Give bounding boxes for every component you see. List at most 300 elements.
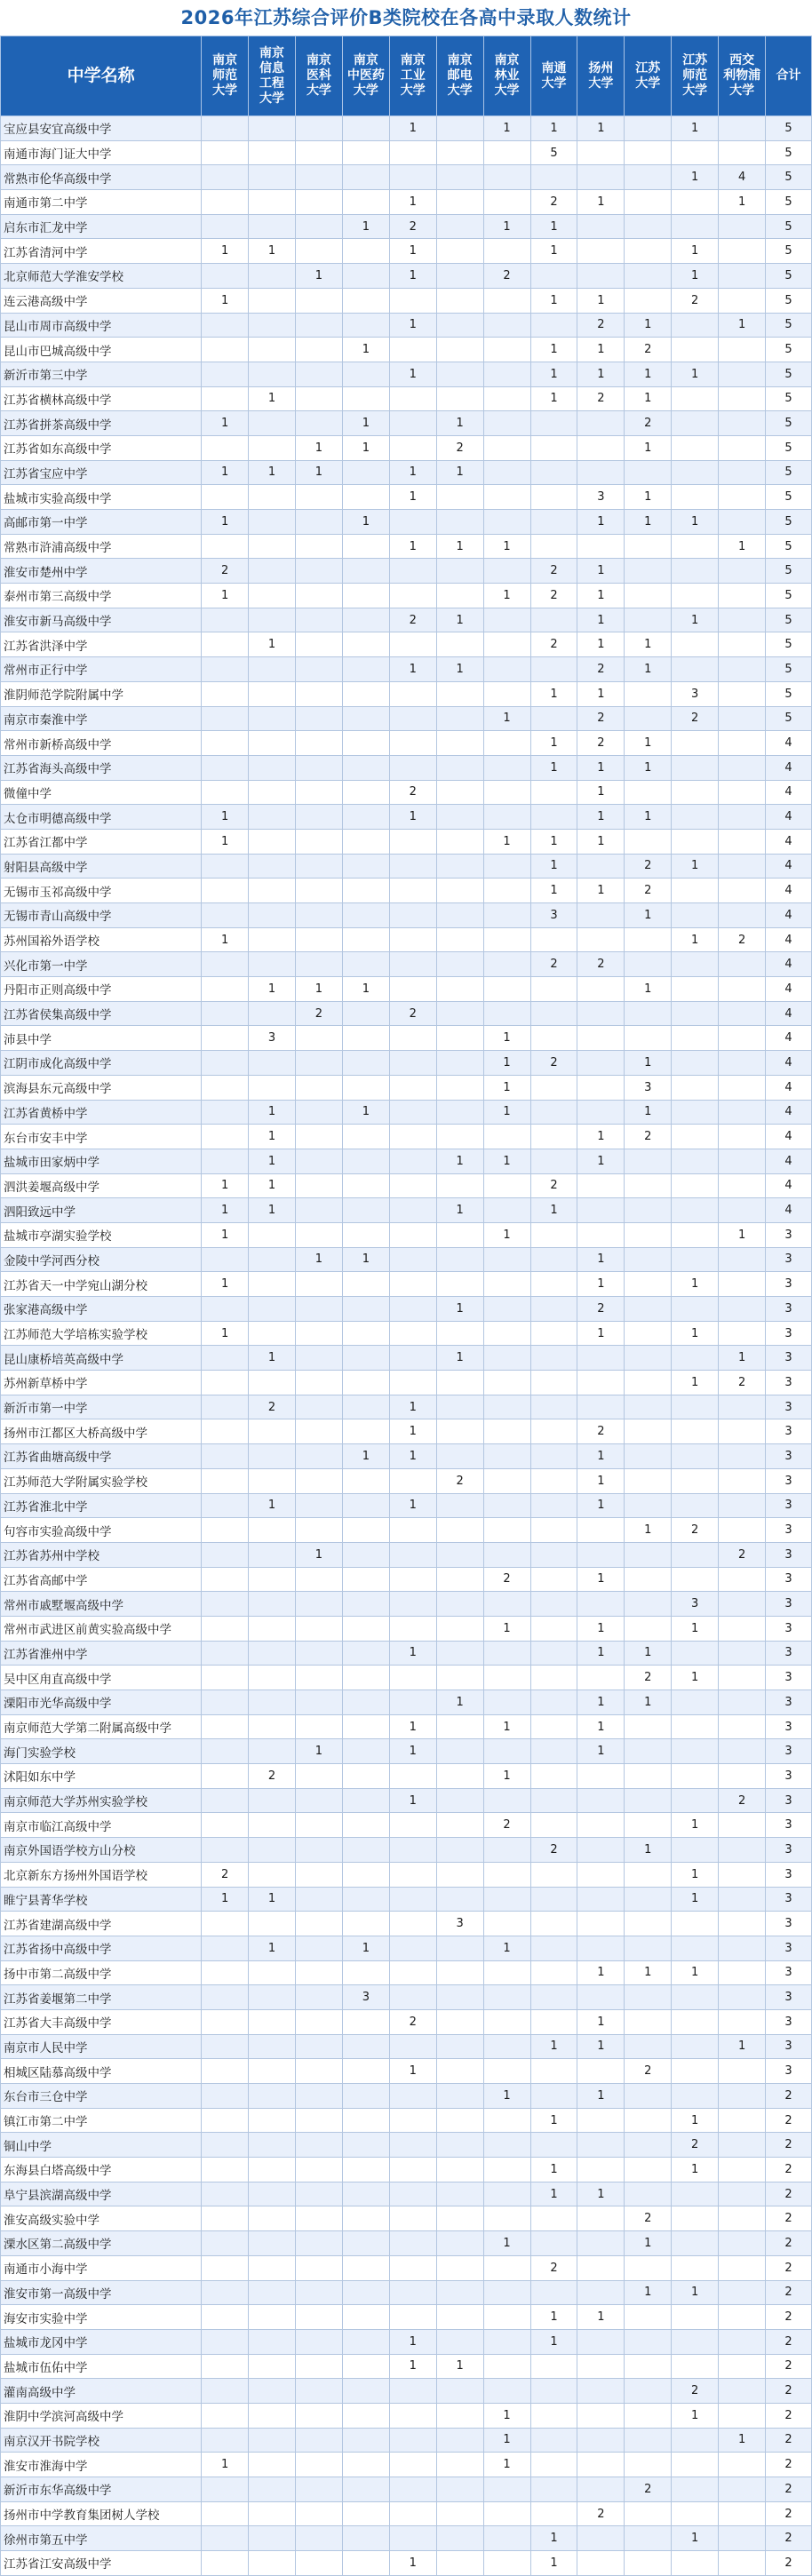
count-cell: 1: [202, 584, 249, 608]
count-cell: [202, 2280, 249, 2305]
count-cell: 1: [342, 1936, 389, 1960]
count-cell: [436, 1813, 483, 1838]
count-cell: 2: [530, 1173, 577, 1198]
count-cell: [625, 1542, 672, 1567]
count-cell: [436, 1764, 483, 1789]
count-cell: [389, 854, 436, 879]
count-cell: [389, 2305, 436, 2330]
count-cell: [295, 2231, 342, 2256]
count-cell: 1: [483, 1051, 530, 1076]
header-line: 师范: [212, 68, 238, 83]
count-cell: 1: [625, 362, 672, 386]
count-cell: 1: [342, 411, 389, 436]
header-university-0: [202, 36, 249, 116]
count-cell: [342, 1838, 389, 1863]
count-cell: [202, 903, 249, 928]
count-cell: [342, 657, 389, 682]
count-cell: [202, 2182, 249, 2206]
count-cell: [342, 1666, 389, 1690]
count-cell: [719, 2501, 766, 2526]
count-cell: 1: [202, 411, 249, 436]
count-cell: 1: [577, 1493, 625, 1518]
count-cell: 2: [625, 879, 672, 903]
count-cell: 1: [625, 386, 672, 411]
count-cell: [342, 2108, 389, 2133]
count-cell: 1: [483, 706, 530, 731]
count-cell: [719, 264, 766, 289]
table-row: [1, 1026, 812, 1051]
count-cell: [483, 2305, 530, 2330]
table-row: [1, 362, 812, 386]
count-cell: [625, 1887, 672, 1912]
table-row: [1, 2453, 812, 2477]
count-cell: 1: [342, 977, 389, 1002]
count-cell: 1: [577, 559, 625, 584]
table-row: [1, 854, 812, 879]
count-cell: [342, 1690, 389, 1715]
count-cell: [249, 1518, 296, 1543]
header-line: 利物浦: [723, 68, 761, 83]
school-name-cell: 淮安高级实验中学: [1, 2206, 202, 2231]
count-cell: [672, 755, 719, 780]
table-row: [1, 2354, 812, 2379]
table-row: [1, 559, 812, 584]
total-cell: 2: [766, 2379, 812, 2404]
count-cell: 1: [672, 1887, 719, 1912]
count-cell: [342, 1887, 389, 1912]
header-line: 林业: [494, 68, 520, 83]
count-cell: [436, 2206, 483, 2231]
count-cell: [389, 1813, 436, 1838]
count-cell: [483, 681, 530, 706]
count-cell: 1: [719, 2428, 766, 2453]
count-cell: [672, 1567, 719, 1592]
count-cell: [436, 1125, 483, 1149]
count-cell: [389, 2403, 436, 2428]
school-name-cell: 扬州市江都区大桥高级中学: [1, 1419, 202, 1444]
table-row: [1, 657, 812, 682]
table-row: [1, 2009, 812, 2034]
school-name-cell: 连云港高级中学: [1, 288, 202, 313]
total-cell: 5: [766, 214, 812, 239]
count-cell: [342, 879, 389, 903]
count-cell: [483, 1887, 530, 1912]
count-cell: [625, 1862, 672, 1887]
table-row: [1, 2280, 812, 2305]
count-cell: [577, 2231, 625, 2256]
count-cell: [295, 2059, 342, 2084]
count-cell: [436, 214, 483, 239]
school-name-cell: 常州市新桥高级中学: [1, 731, 202, 756]
count-cell: 1: [530, 829, 577, 854]
count-cell: [719, 1444, 766, 1469]
total-cell: 5: [766, 411, 812, 436]
count-cell: 1: [202, 288, 249, 313]
count-cell: [295, 2453, 342, 2477]
count-cell: [249, 485, 296, 510]
count-cell: 1: [389, 2551, 436, 2576]
count-cell: [530, 2453, 577, 2477]
total-cell: 3: [766, 1247, 812, 1272]
table-row: [1, 1173, 812, 1198]
school-name-cell: 常熟市伦华高级中学: [1, 165, 202, 190]
school-name-cell: 南京市人民中学: [1, 2034, 202, 2059]
count-cell: [342, 1346, 389, 1371]
count-cell: [530, 2231, 577, 2256]
count-cell: [342, 1813, 389, 1838]
school-name-cell: 南京外国语学校方山分校: [1, 1838, 202, 1863]
count-cell: 1: [389, 1788, 436, 1813]
count-cell: 2: [202, 1862, 249, 1887]
count-cell: [719, 1838, 766, 1863]
count-cell: [202, 1764, 249, 1789]
count-cell: [249, 2354, 296, 2379]
count-cell: [530, 1371, 577, 1395]
count-cell: 2: [202, 559, 249, 584]
count-cell: 1: [577, 2305, 625, 2330]
school-name-cell: 江苏省横林高级中学: [1, 386, 202, 411]
count-cell: [249, 1371, 296, 1395]
count-cell: [483, 1297, 530, 1322]
count-cell: [625, 264, 672, 289]
count-cell: 1: [625, 510, 672, 535]
count-cell: [483, 1001, 530, 1026]
count-cell: 1: [577, 190, 625, 215]
count-cell: [672, 1075, 719, 1100]
header-line: 信息: [259, 60, 285, 76]
school-name-cell: 张家港高级中学: [1, 1297, 202, 1322]
count-cell: 1: [389, 1641, 436, 1666]
school-name-cell: 沭阳如东中学: [1, 1764, 202, 1789]
count-cell: [719, 1321, 766, 1346]
total-cell: 2: [766, 2403, 812, 2428]
count-cell: [436, 1419, 483, 1444]
count-cell: 1: [672, 1862, 719, 1887]
count-cell: [342, 2009, 389, 2034]
count-cell: [530, 2477, 577, 2502]
count-cell: [202, 2526, 249, 2551]
count-cell: [719, 2280, 766, 2305]
school-name-cell: 丹阳市正则高级中学: [1, 977, 202, 1002]
count-cell: 2: [625, 2206, 672, 2231]
count-cell: [625, 829, 672, 854]
header-line: 中医药: [346, 68, 385, 83]
count-cell: [719, 1714, 766, 1739]
count-cell: [202, 2133, 249, 2158]
table-row: [1, 2501, 812, 2526]
count-cell: [577, 239, 625, 264]
count-cell: [295, 1912, 342, 1936]
count-cell: [530, 780, 577, 805]
count-cell: [202, 1075, 249, 1100]
total-cell: 5: [766, 239, 812, 264]
count-cell: [295, 2428, 342, 2453]
count-cell: 3: [625, 1075, 672, 1100]
total-cell: 2: [766, 2354, 812, 2379]
count-cell: [436, 755, 483, 780]
total-cell: 3: [766, 1468, 812, 1493]
school-name-cell: 南京师范大学第二附属高级中学: [1, 1714, 202, 1739]
count-cell: [295, 2255, 342, 2280]
school-name-cell: 江苏省江安高级中学: [1, 2551, 202, 2576]
count-cell: 1: [625, 1051, 672, 1076]
table-row: [1, 2526, 812, 2551]
count-cell: 2: [672, 2379, 719, 2404]
total-cell: 4: [766, 1198, 812, 1223]
count-cell: [625, 1493, 672, 1518]
count-cell: [295, 2108, 342, 2133]
count-cell: [202, 116, 249, 141]
count-cell: 1: [672, 2280, 719, 2305]
count-cell: [530, 1493, 577, 1518]
count-cell: [202, 1419, 249, 1444]
count-cell: [672, 1838, 719, 1863]
count-cell: [389, 1173, 436, 1198]
count-cell: [577, 1887, 625, 1912]
count-cell: 1: [530, 386, 577, 411]
count-cell: [295, 829, 342, 854]
school-name-cell: 淮阴师范学院附属中学: [1, 681, 202, 706]
school-name-cell: 相城区陆慕高级中学: [1, 2059, 202, 2084]
count-cell: [202, 1690, 249, 1715]
count-cell: [436, 1887, 483, 1912]
school-name-cell: 江苏省苏州中学校: [1, 1542, 202, 1567]
count-cell: [719, 362, 766, 386]
count-cell: [295, 1222, 342, 1247]
table-row: [1, 313, 812, 338]
count-cell: 2: [249, 1395, 296, 1419]
count-cell: [577, 165, 625, 190]
count-cell: 1: [672, 1960, 719, 1985]
count-cell: [577, 2354, 625, 2379]
count-cell: 1: [672, 2403, 719, 2428]
table-row: [1, 1198, 812, 1223]
count-cell: [249, 2108, 296, 2133]
total-cell: 4: [766, 952, 812, 977]
count-cell: [577, 1666, 625, 1690]
school-name-cell: 淮阴中学滨河高级中学: [1, 2403, 202, 2428]
count-cell: 5: [530, 140, 577, 165]
count-cell: [625, 2379, 672, 2404]
count-cell: 1: [577, 1247, 625, 1272]
count-cell: [719, 731, 766, 756]
count-cell: [202, 1936, 249, 1960]
count-cell: [295, 116, 342, 141]
table-row: [1, 288, 812, 313]
count-cell: [342, 239, 389, 264]
count-cell: 1: [389, 657, 436, 682]
count-cell: 1: [249, 977, 296, 1002]
total-cell: 4: [766, 1125, 812, 1149]
count-cell: [672, 879, 719, 903]
table-row: [1, 1149, 812, 1173]
school-name-cell: 江苏省大丰高级中学: [1, 2009, 202, 2034]
count-cell: [295, 2133, 342, 2158]
count-cell: [577, 435, 625, 460]
count-cell: [483, 1912, 530, 1936]
count-cell: [249, 1838, 296, 1863]
count-cell: [342, 2305, 389, 2330]
count-cell: [530, 657, 577, 682]
school-name-cell: 江苏省建湖高级中学: [1, 1912, 202, 1936]
count-cell: 1: [719, 190, 766, 215]
count-cell: 1: [389, 2329, 436, 2354]
table-row: [1, 214, 812, 239]
total-cell: 2: [766, 2108, 812, 2133]
count-cell: [249, 435, 296, 460]
count-cell: [577, 1813, 625, 1838]
table-row: [1, 1616, 812, 1641]
count-cell: 1: [577, 780, 625, 805]
school-name-cell: 沛县中学: [1, 1026, 202, 1051]
count-cell: [530, 1887, 577, 1912]
header-row: [1, 36, 812, 116]
count-cell: [577, 2551, 625, 2576]
total-cell: 3: [766, 1936, 812, 1960]
count-cell: [530, 1985, 577, 2010]
count-cell: 2: [719, 1542, 766, 1567]
count-cell: [672, 2034, 719, 2059]
count-cell: [295, 362, 342, 386]
count-cell: [295, 1468, 342, 1493]
count-cell: [436, 140, 483, 165]
count-cell: 1: [577, 362, 625, 386]
count-cell: [719, 1026, 766, 1051]
count-cell: [483, 239, 530, 264]
count-cell: [530, 1739, 577, 1764]
count-cell: [295, 1371, 342, 1395]
count-cell: [342, 1960, 389, 1985]
school-name-cell: 淮安市新马高级中学: [1, 608, 202, 632]
count-cell: 1: [295, 1247, 342, 1272]
header-line: 大学: [494, 83, 520, 98]
count-cell: 2: [295, 1001, 342, 1026]
count-cell: [342, 1518, 389, 1543]
table-row: [1, 510, 812, 535]
count-cell: [295, 386, 342, 411]
count-cell: [202, 1616, 249, 1641]
count-cell: [436, 1862, 483, 1887]
count-cell: [295, 1075, 342, 1100]
count-cell: [249, 1321, 296, 1346]
count-cell: [389, 829, 436, 854]
count-cell: [672, 952, 719, 977]
count-cell: [719, 2403, 766, 2428]
count-cell: 1: [530, 854, 577, 879]
total-cell: 5: [766, 264, 812, 289]
count-cell: 1: [530, 362, 577, 386]
total-cell: 5: [766, 386, 812, 411]
count-cell: [577, 2280, 625, 2305]
school-name-cell: 宝应县安宜高级中学: [1, 116, 202, 141]
count-cell: [436, 1567, 483, 1592]
count-cell: [530, 264, 577, 289]
header-line: 南通: [541, 60, 567, 76]
count-cell: [530, 1297, 577, 1322]
count-cell: [295, 1346, 342, 1371]
count-cell: [483, 140, 530, 165]
count-cell: [202, 1666, 249, 1690]
count-cell: [577, 977, 625, 1002]
count-cell: [530, 1149, 577, 1173]
count-cell: 1: [672, 2158, 719, 2182]
count-cell: 1: [530, 2526, 577, 2551]
count-cell: 1: [342, 1247, 389, 1272]
count-cell: [719, 2182, 766, 2206]
count-cell: [389, 879, 436, 903]
count-cell: [389, 2255, 436, 2280]
count-cell: [530, 1468, 577, 1493]
table-row: [1, 1666, 812, 1690]
count-cell: [295, 2182, 342, 2206]
school-name-cell: 苏州新草桥中学: [1, 1371, 202, 1395]
count-cell: [436, 952, 483, 977]
count-cell: 1: [672, 2108, 719, 2133]
count-cell: [719, 2526, 766, 2551]
total-cell: 3: [766, 1222, 812, 1247]
count-cell: [389, 1862, 436, 1887]
count-cell: [436, 1051, 483, 1076]
total-cell: 5: [766, 313, 812, 338]
count-cell: 1: [625, 977, 672, 1002]
count-cell: [719, 1493, 766, 1518]
count-cell: 1: [577, 1444, 625, 1469]
count-cell: [389, 1838, 436, 1863]
count-cell: [436, 1001, 483, 1026]
count-cell: [389, 1297, 436, 1322]
count-cell: [483, 1371, 530, 1395]
count-cell: [719, 1862, 766, 1887]
count-cell: 1: [530, 2034, 577, 2059]
count-cell: [202, 264, 249, 289]
count-cell: [342, 2255, 389, 2280]
count-cell: [625, 1173, 672, 1198]
count-cell: [389, 584, 436, 608]
total-cell: 5: [766, 165, 812, 190]
count-cell: [625, 1985, 672, 2010]
count-cell: [436, 264, 483, 289]
count-cell: [483, 632, 530, 657]
count-cell: [202, 1444, 249, 1469]
count-cell: [342, 1542, 389, 1567]
total-cell: 5: [766, 559, 812, 584]
total-cell: 4: [766, 903, 812, 928]
count-cell: 2: [530, 584, 577, 608]
count-cell: [389, 1985, 436, 2010]
count-cell: 1: [625, 2280, 672, 2305]
table-row: [1, 1346, 812, 1371]
count-cell: [672, 2354, 719, 2379]
count-cell: [530, 1518, 577, 1543]
count-cell: [342, 386, 389, 411]
count-cell: 2: [577, 952, 625, 977]
count-cell: [719, 1518, 766, 1543]
count-cell: 1: [436, 1297, 483, 1322]
count-cell: [202, 2477, 249, 2502]
count-cell: [483, 2009, 530, 2034]
count-cell: [436, 1222, 483, 1247]
total-cell: 3: [766, 1887, 812, 1912]
count-cell: [483, 1985, 530, 2010]
count-cell: [436, 2551, 483, 2576]
count-cell: 1: [202, 510, 249, 535]
table-row: [1, 2133, 812, 2158]
count-cell: 1: [389, 2059, 436, 2084]
count-cell: [719, 2158, 766, 2182]
count-cell: 2: [530, 1051, 577, 1076]
count-cell: [202, 2551, 249, 2576]
count-cell: [625, 1321, 672, 1346]
